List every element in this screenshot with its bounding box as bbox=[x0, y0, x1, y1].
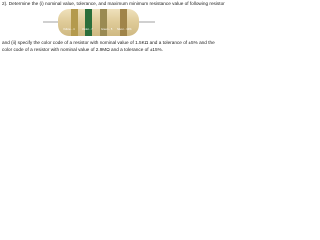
resistor-lead-left bbox=[43, 21, 59, 23]
band-label-multiplier: Green - 5 bbox=[101, 28, 113, 31]
resistor-lead-right bbox=[138, 21, 155, 23]
question-part-two bbox=[2, 39, 215, 53]
second-band bbox=[85, 9, 92, 36]
band-label-tolerance: Silver - 10% bbox=[117, 28, 132, 31]
tolerance-band bbox=[120, 9, 127, 36]
resistor-image bbox=[43, 9, 155, 36]
question-part-two-line1: and (ii) specify the color code of a resistor with nominal value of 1.5KΩ and a tolerance of ±5% and the bbox=[2, 40, 215, 45]
multiplier-band bbox=[100, 9, 107, 36]
band-label-second: Violet - 7 bbox=[82, 28, 93, 31]
question-text: 2). Determine the (i) nominal value, tolerance, and maximum minimum resistance value of following resistor bbox=[2, 1, 225, 6]
question-part-two-line2: color code of a resistor with nominal value of 2.9MΩ and a tolerance of ±15%. bbox=[2, 47, 164, 52]
first-band bbox=[71, 9, 78, 36]
resistor-body bbox=[58, 9, 139, 36]
band-label-first: Yellow - 4 bbox=[63, 28, 75, 31]
